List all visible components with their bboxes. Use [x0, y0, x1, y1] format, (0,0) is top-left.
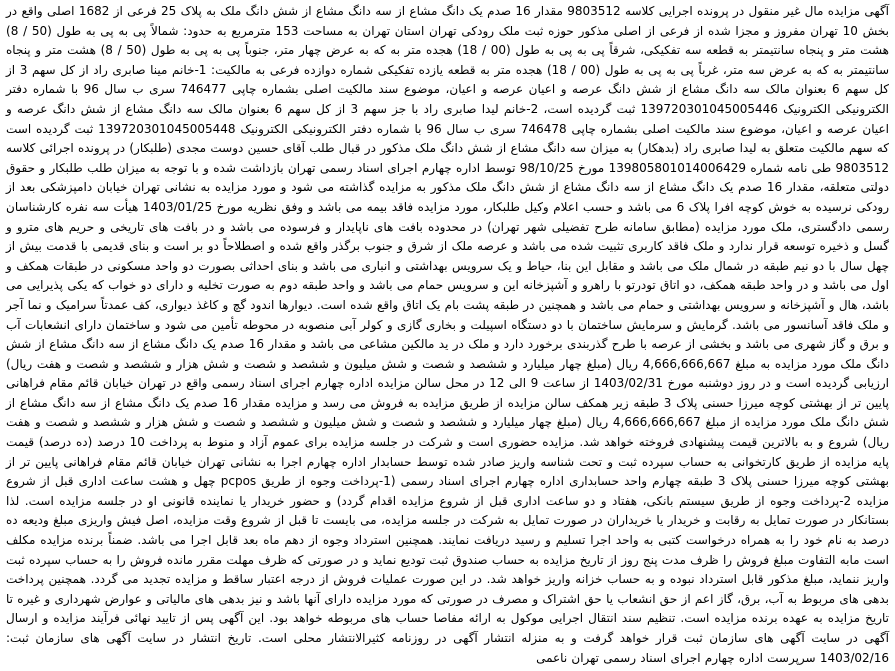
auction-notice-body: آگهی مزایده مال غیر منقول در پرونده اجرایی کلاسه 9803512 مقدار 16 صدم یک دانگ مشاع از سه دانگ مشاع از شش دانگ ملک به پلاک 25 فرعی از 1682 اصلی واقع در بخش 10 تهران مفروز و مجزا شده از فرعی از اصلی مذکور حوزه ثبت ملک رودکی تهران استان تهران به مساحت 153 مترمربع به حدود: شمالاً پی به پی به طول (50 / 8) هشت متر و پنجاه سانتیمتر به قطعه سه تفکیکی، شرقاً پی به پی به طول (00 / 18) هجده متر به که به عرض چهار متر، جنوباً پی به پی به طول (50 / 8) هشت متر و پنجاه سانتیمتر به که به عرض سه متر، غرباً پی به پی به طول (00 / 18) هجده متر به قطعه یازده تفکیکی شماره دوازده فرعی به مالکیت: 1-خانم مینا صابری راد از کل سهم 3 از کل سهم 6 بعنوان مالک سه دانگ مشاع از شش دانگ عرصه و اعیان عرصه و اعیان، موضوع سند مالکیت اصلی بشماره چاپی 746477 سری ب سال 96 با شماره دفتر الکترونیکی الکترونیک 139720301045005446 ثبت گردیده است، 2-خانم لیدا صابری راد با جز سهم 3 از کل سهم 6 بعنوان مالک سه دانگ مشاع از شش دانگ عرصه و اعیان عرصه و اعیان، موضوع سند مالکیت اصلی بشماره چاپی 746478 سری ب سال 96 با شماره دفتر الکترونیکی الکترونیک 139720301045005448 ثبت گردیده است که سهم مالکیت متعلق به لیدا صابری راد (بدهکار) به میزان سه دانگ مشاع از شش دانگ ملک مذکور در قبال طلب آقای حسین دوست مجدی (طلبکار) در پرونده اجرائی کلاسه 9803512 طی نامه شماره 139805801014006429 مورخ 98/10/25 توسط اداره چهارم اجرای اسناد رسمی تهران بازداشت شده و با توجه به میزان طلب طلبکار و حقوق دولتی متعلقه، مقدار 16 صدم یک دانگ مشاع از سه دانگ مشاع از شش دانگ ملک مذکور به مزایده گذاشته می شود و مورد مزایده به نشانی تهران خیابان دامپزشکی بعد از رودکی نرسیده به خوش کوچه افرا پلاک 6 می باشد و حسب اعلام وکیل طلبکار، مورد مزایده فاقد بیمه می باشد و وفق نظریه مورخ 1403/01/25 هیأت سه نفره کارشناسان رسمی دادگستری، ملک مورد مزایده (مطابق سامانه طرح تفضیلی شهر تهران) در محدوده بافت های ناپایدار و فرسوده می باشد و در بافت های تاریخی و حریم های مترو و گسل و ذخیره توسعه قرار ندارد و ملک فاقد کاربری تثبیت شده می باشد و عرصه ملک از شرق و جنوب برگذر واقع شده و اصطلاحاً دو بر است و بنای قدیمی با قدمت بیش از چهل سال با دو نیم طبقه در شمال ملک می باشد و مقابل این بنا، حیاط و یک سرویس بهداشتی و انباری می باشد و بنای احداثی بصورت دو واحد مسکونی در طبقات همکف و اول می باشد و در واحد طبقه همکف، دو اتاق تودرتو با راهرو و آشپزخانه این و سرویس حمام می باشد و واحد طبقه دوم به صورت تخلیه و دارای دو خواب که یکی پذیرایی می باشد، هال و آشپزخانه و سرویس بهداشتی و حمام می باشد و همچنین در طبقه پشت بام یک اتاق واقع شده است. دیوارها اندود گچ و کاغذ دیواری، کف عمدتاً سرامیک و نما آجر و ملک فاقد آسانسور می باشد. گرمایش و سرمایش ساختمان با دو دستگاه اسپیلت و بخاری گازی و کولر آبی منصوبه در محوطه تأمین می شود و ساختمان دارای انشعابات آب و برق و گاز شهری می باشد و بخشی از عرصه با طرح گذربندی برخورد دارد و ملک در ید مالکین مشاعی می باشد و مقدار 16 صدم یک دانگ مشاع از سه دانگ مشاع از شش دانگ ملک مورد مزایده به مبلغ 4,666,666,667 ریال (مبلغ چهار میلیارد و ششصد و شصت و شش میلیون و ششصد و شصت و شش هزار و ششصد و شصت و هفت ریال) ارزیابی گردیده است و در روز دوشنبه مورخ 1403/02/31 از ساعت 9 الی 12 در محل سالن مزایده اداره چهارم اجرای اسناد رسمی واقع در تهران خیابان قائم مقام فراهانی پایین تر از بهشتی کوچه میرزا حسنی پلاک 3 طبقه زیر همکف سالن مزایده از طریق مزایده به فروش می رسد و مزایده مقدار 16 صدم یک دانگ مشاع از سه دانگ مشاع از شش دانگ ملک مورد مزایده از مبلغ 4,666,666,667 ریال (مبلغ چهار میلیارد و ششصد و شصت و شش میلیون و ششصد و شصت و شش هزار و ششصد و شصت و هفت ریال) شروع و به بالاترین قیمت پیشنهادی فروخته خواهد شد. مزایده حضوری است و شرکت در جلسه مزایده برای عموم آزاد و منوط به پرداخت 10 درصد (ده درصد) قیمت پایه مزایده از طریق کارتخوانی به حساب سپرده ثبت و تحت شناسه واریز صادر شده توسط حسابدار اداره چهارم اجرا به نشانی تهران خیابان قائم مقام فراهانی پایین تر از بهشتی کوچه میرزا حسنی پلاک 3 طبقه چهارم واحد حسابداری اداره چهارم اجرای اسناد رسمی (1-پرداخت وجوه از طریق pcpos چهل و هشت ساعت اداری قبل از شروع مزایده 2-پرداخت وجوه از طریق سیستم بانکی، هفتاد و دو ساعت اداری قبل از شروع مزایده اقدام گردد) و حضور خریدار یا نماینده قانونی او در جلسه مزایده است. لذا بستانکار در صورت تمایل به رقابت و خریدار یا خریداران در صورت تمایل به شرکت در جلسه مزایده، می بایست تا قبل از شروع وقت مزایده، اصل فیش واریزی مبلغ ودیعه ده درصد به نام خود را به همراه درخواست کتبی به واحد اجرا تسلیم و رسید دریافت نمایند. همچنین استرداد وجوه از دهم ماه بعد قابل اجرا می باشد. ضمناً برنده مزایده مکلف است مابه التفاوت مبلغ فروش را ظرف مدت پنج روز از تاریخ مزایده به حساب صندوق ثبت تودیع نماید و در صورتی که ظرف مهلت مقرر مانده فروش را به حساب سپرده ثبت واریز ننماید، مبلغ مذکور قابل استرداد نبوده و به حساب خزانه واریز خواهد شد. در این صورت عملیات فروش از درجه اعتبار ساقط و مزایده تجدید می گردد. همچنین پرداخت بدهی های مربوط به آب، برق، گاز اعم از حق انشعاب یا حق اشتراک و مصرف در صورتی که مورد مزایده دارای آنها باشد و نیز بدهی های مالیاتی و عوارض شهرداری و غیره تا تاریخ مزایده به عهده برنده مزایده است. تنظیم سند انتقال اجرایی موکول به ارائه مفاصا حساب های مربوطه خواهد بود. این آگهی پس از تایید نهائی فرآیند مزایده و ارسال آگهی در سایت آگهی های سازمان ثبت قرار خواهد گرفت و به منزله انتشار آگهی در روزنامه کثیرالانتشار محلی است. تاریخ انتشار در سایت آگهی های سازمان ثبت: 1403/02/16 سرپرست اداره چهارم اجرای اسناد رسمی تهران ناعمی [6, 4, 890, 665]
